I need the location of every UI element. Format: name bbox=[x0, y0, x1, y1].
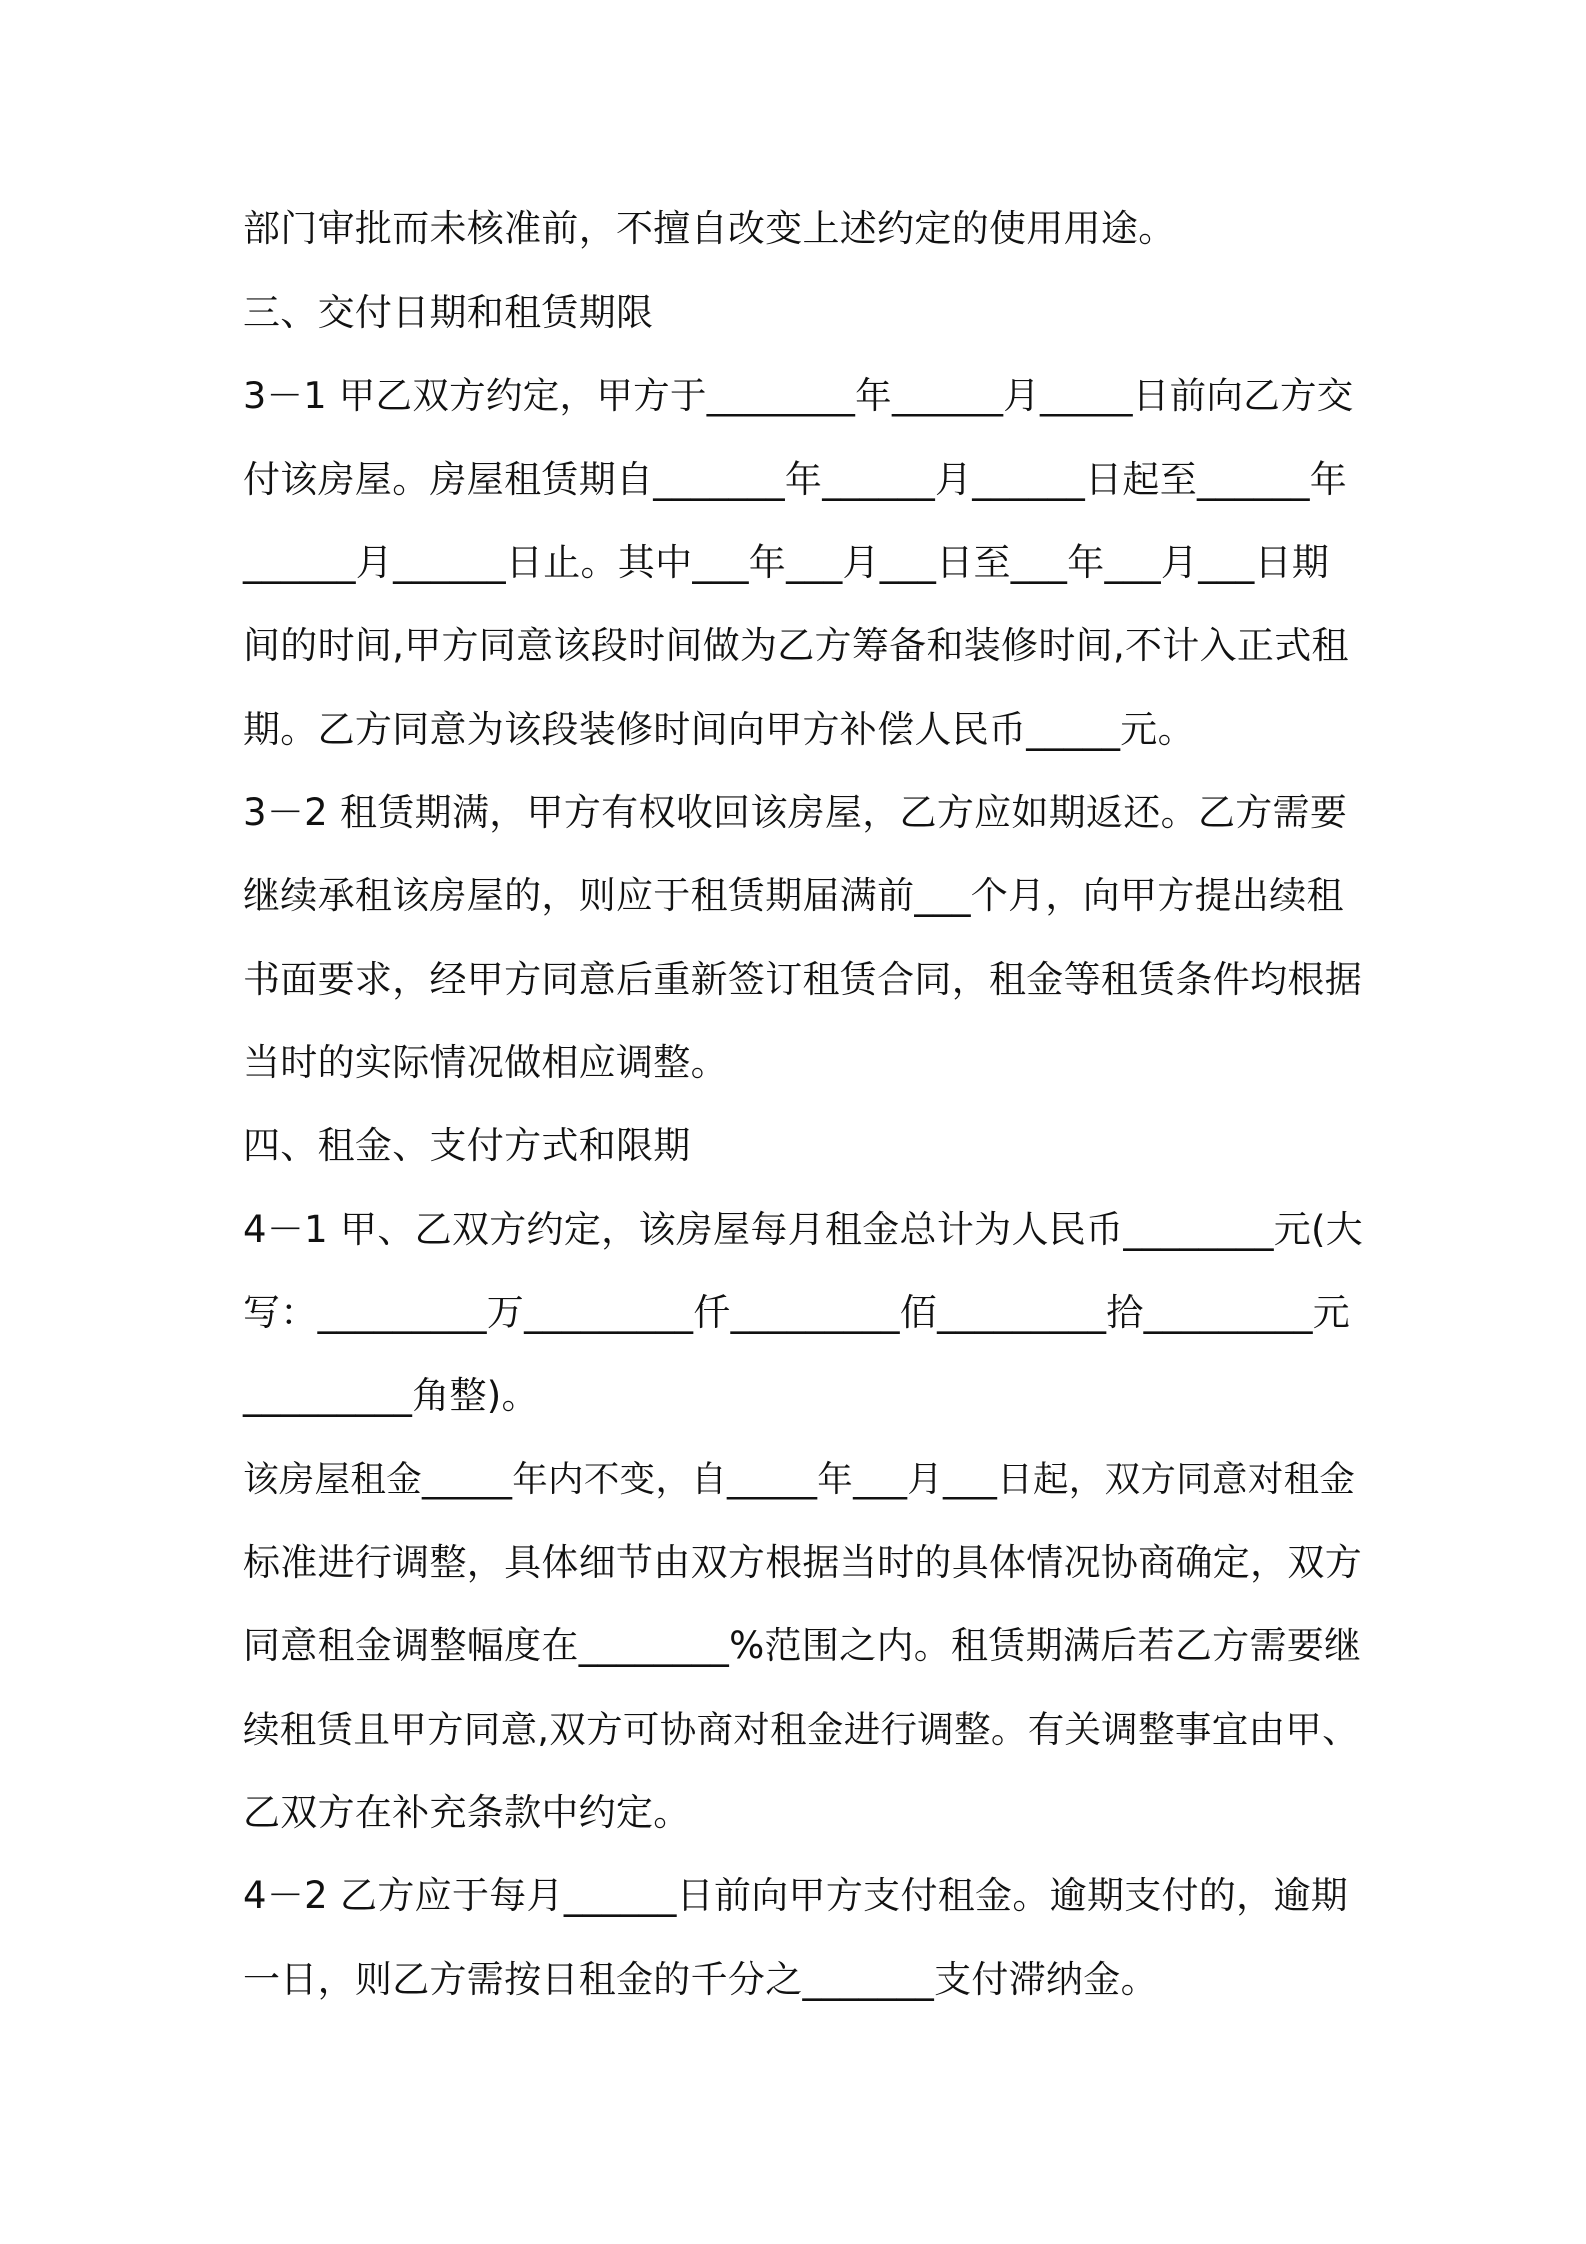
text-line: ______月______日止。其中___年___月___日至___年___月___日期 bbox=[243, 541, 1330, 584]
text-line: 写：_________万_________仟_________佰_________拾_________元 bbox=[243, 1291, 1351, 1334]
text-line: 付该房屋。房屋租赁期自_______年______月______日起至______年 bbox=[243, 458, 1348, 501]
text-line: 书面要求，经甲方同意后重新签订租赁合同，租金等租赁条件均根据 bbox=[243, 958, 1362, 1001]
text-line: 标准进行调整，具体细节由双方根据当时的具体情况协商确定，双方 bbox=[243, 1541, 1362, 1584]
text-line: 期。乙方同意为该段装修时间向甲方补偿人民币_____元。 bbox=[243, 708, 1195, 751]
clause-line: 3－1 甲乙双方约定，甲方于________年______月_____日前向乙方交 bbox=[243, 374, 1354, 417]
text-line: 同意租金调整幅度在________%范围之内。租赁期满后若乙方需要继 bbox=[243, 1624, 1362, 1667]
text-line: 乙双方在补充条款中约定。 bbox=[243, 1791, 691, 1834]
text-line: _________角整)。 bbox=[243, 1374, 539, 1417]
text-line: 继续承租该房屋的，则应于租赁期届满前___个月，向甲方提出续租 bbox=[243, 874, 1344, 917]
text-line: 间的时间,甲方同意该段时间做为乙方筹备和装修时间,不计入正式租 bbox=[243, 624, 1349, 667]
text-line: 部门审批而未核准前，不擅自改变上述约定的使用用途。 bbox=[243, 207, 1176, 250]
section-heading: 四、租金、支付方式和限期 bbox=[243, 1124, 691, 1167]
text-line: 续租赁且甲方同意,双方可协商对租金进行调整。有关调整事宜由甲、 bbox=[243, 1708, 1359, 1751]
clause-line: 4－1 甲、乙双方约定，该房屋每月租金总计为人民币________元(大 bbox=[243, 1208, 1364, 1251]
clause-line: 3－2 租赁期满，甲方有权收回该房屋，乙方应如期返还。乙方需要 bbox=[243, 791, 1348, 834]
text-line: 该房屋租金_____年内不变，自_____年___月___日起，双方同意对租金 bbox=[243, 1459, 1356, 1500]
clause-line: 4－2 乙方应于每月______日前向甲方支付租金。逾期支付的，逾期 bbox=[243, 1874, 1349, 1917]
text-line: 一日，则乙方需按日租金的千分之_______支付滞纳金。 bbox=[243, 1958, 1158, 2001]
section-heading: 三、交付日期和租赁期限 bbox=[243, 291, 654, 334]
text-line: 当时的实际情况做相应调整。 bbox=[243, 1041, 728, 1084]
